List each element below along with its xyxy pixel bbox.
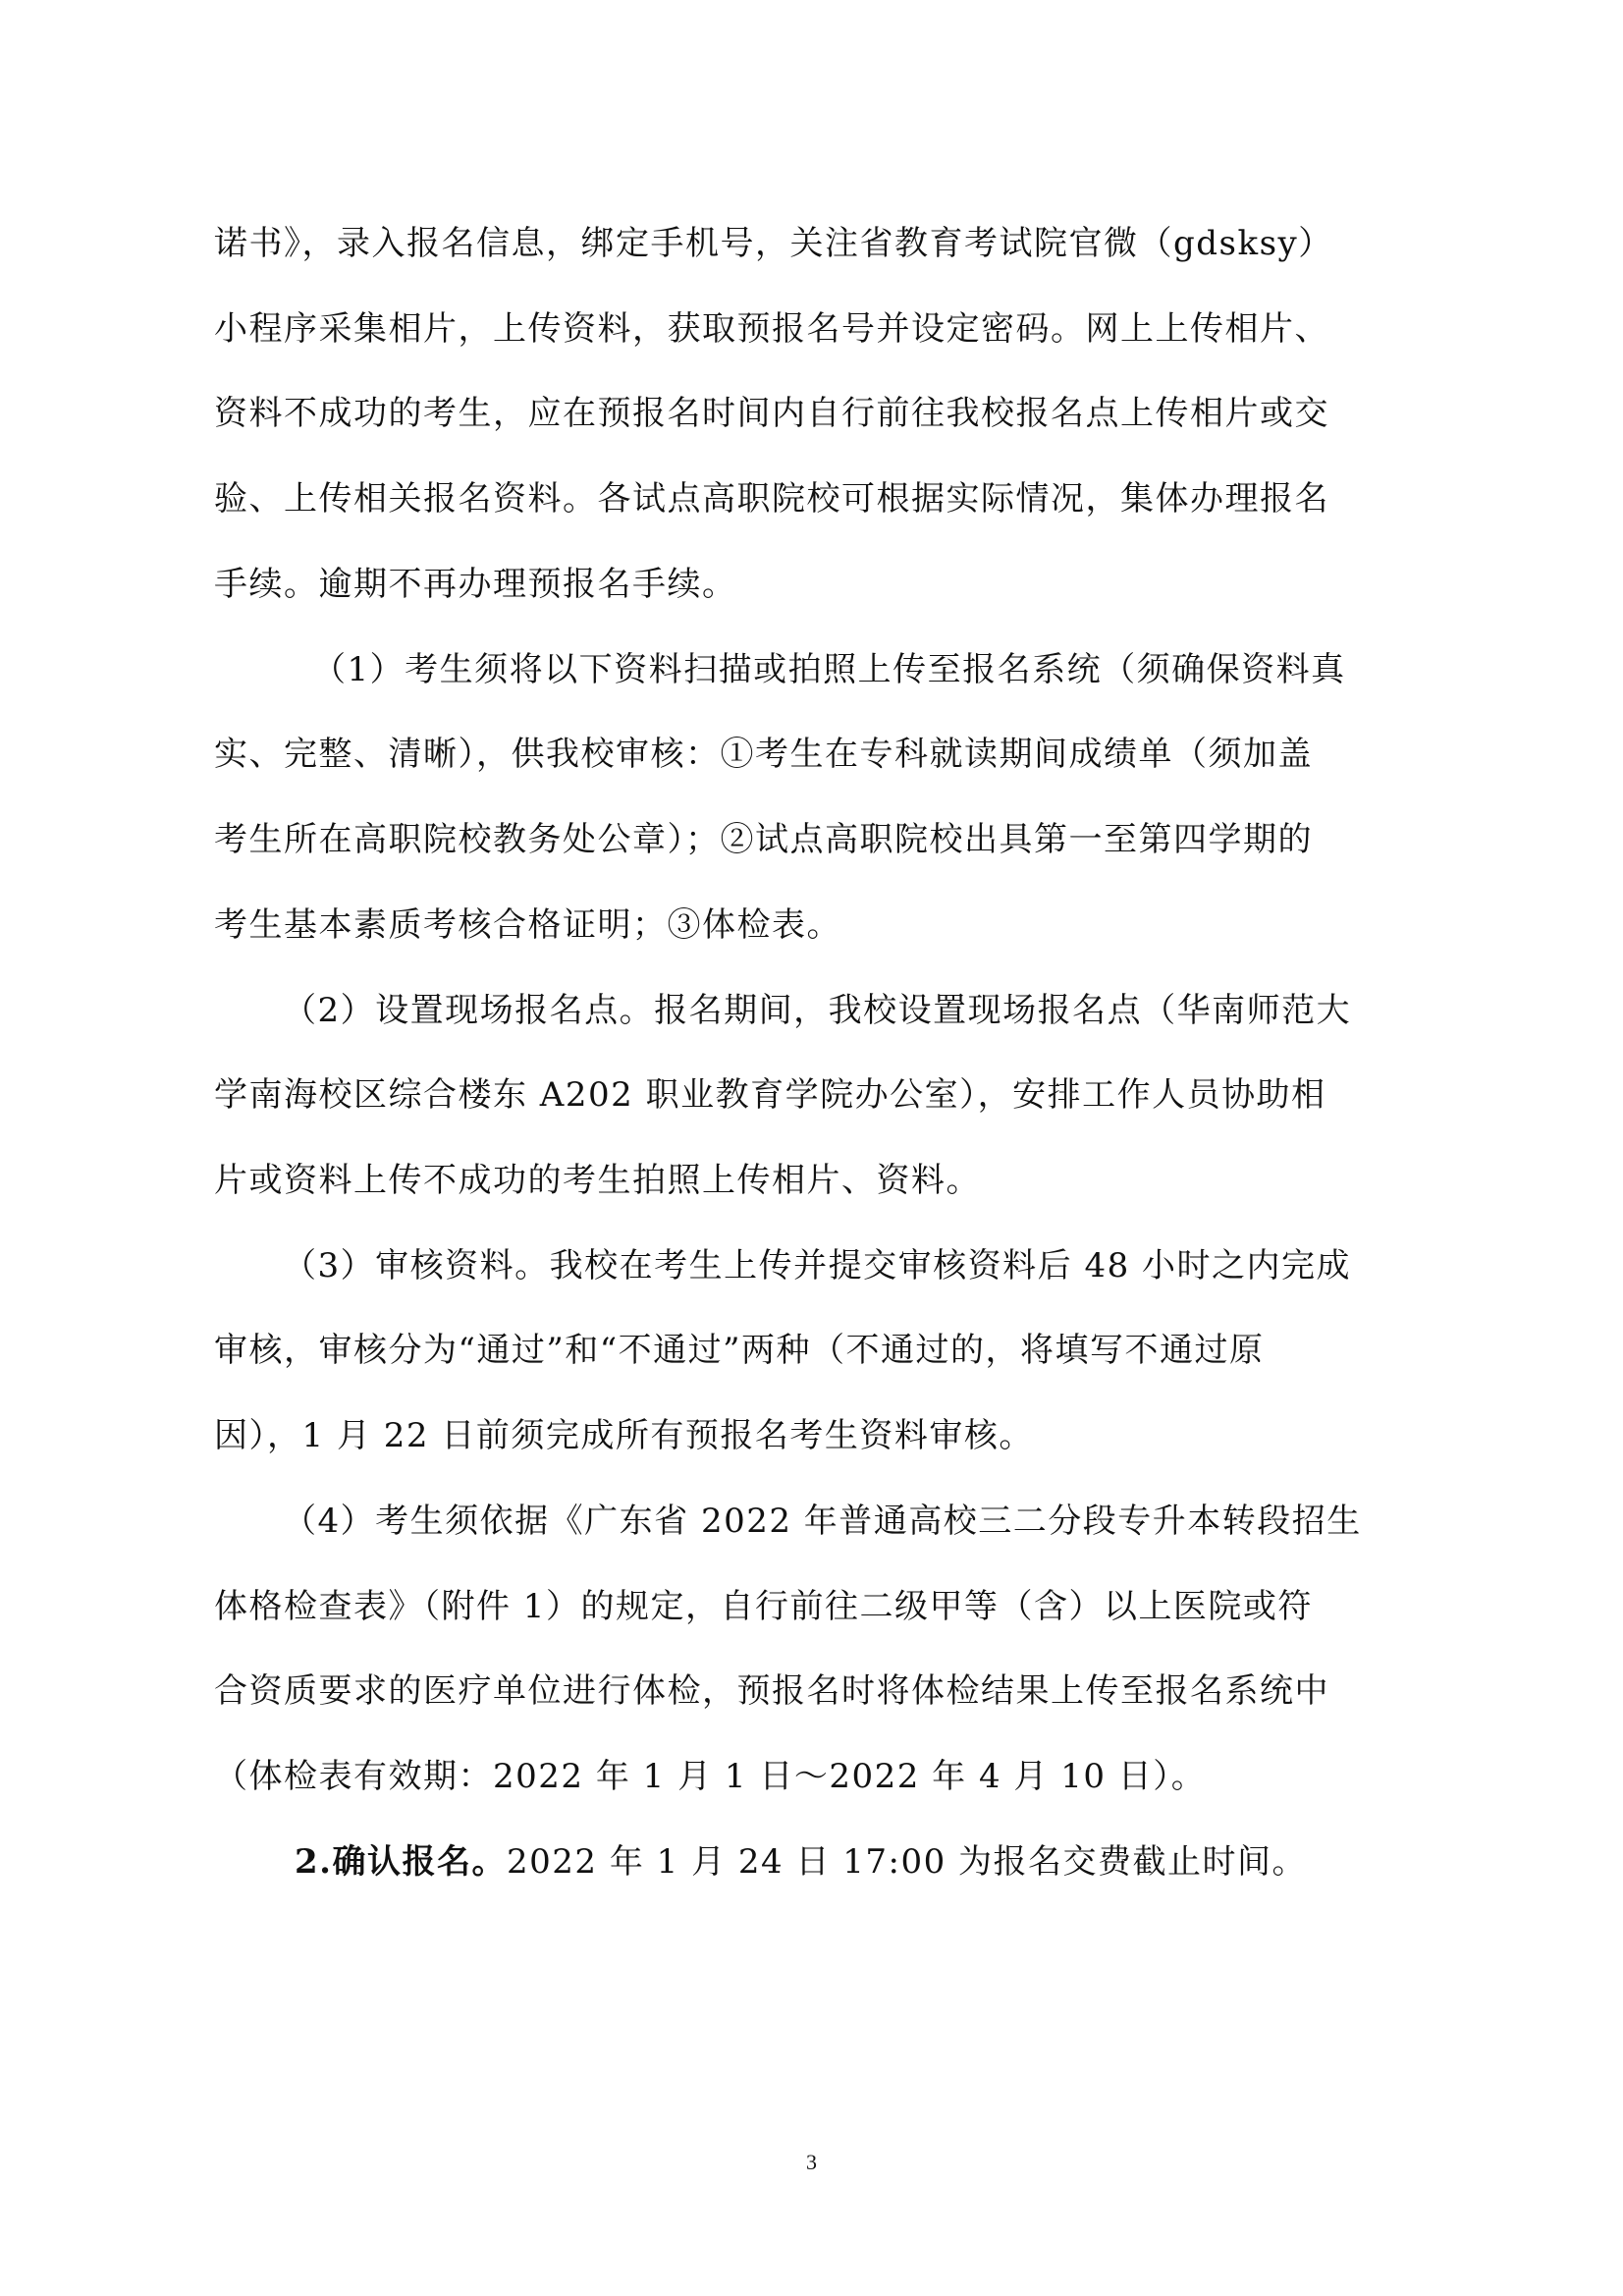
text-line: 手续。逾期不再办理预报名手续。	[214, 565, 737, 604]
text-line: （体检表有效期：2022 年 1 月 1 日～2022 年 4 月 10 日）。	[214, 1757, 1207, 1796]
paragraph-3-start: （3）审核资料。我校在考生上传并提交审核资料后 48 小时之内完成	[283, 1246, 1352, 1285]
page-number: 3	[806, 2150, 817, 2174]
paragraph-2-start: （2）设置现场报名点。报名期间，我校设置现场报名点（华南师范大	[283, 991, 1352, 1030]
text-line: 审核，审核分为“通过”和“不通过”两种（不通过的，将填写不通过原	[214, 1331, 1265, 1370]
text-line: 考生基本素质考核合格证明；③体检表。	[214, 905, 841, 945]
confirm-heading: 2.确认报名。	[295, 1842, 507, 1882]
text-line: 小程序采集相片，上传资料，获取预报名号并设定密码。网上上传相片、	[214, 309, 1329, 349]
confirm-text: 2022 年 1 月 24 日 17:00 为报名交费截止时间。	[507, 1842, 1308, 1882]
text-line: 验、上传相关报名资料。各试点高职院校可根据实际情况，集体办理报名	[214, 479, 1329, 519]
text-line: 合资质要求的医疗单位进行体检，预报名时将体检结果上传至报名系统中	[214, 1671, 1329, 1711]
text-line: 片或资料上传不成功的考生拍照上传相片、资料。	[214, 1161, 981, 1200]
text-line: 学南海校区综合楼东 A202 职业教育学院办公室），安排工作人员协助相	[214, 1075, 1326, 1115]
text-line: 实、完整、清晰），供我校审核：①考生在专科就读期间成绩单（须加盖	[214, 735, 1313, 774]
confirm-registration-line	[295, 1840, 1307, 1884]
paragraph-4-start: （4）考生须依据《广东省 2022 年普通高校三二分段专升本转段招生	[283, 1502, 1362, 1541]
text-line: 因），1 月 22 日前须完成所有预报名考生资料审核。	[214, 1416, 1034, 1455]
text-line: 体格检查表》（附件 1）的规定，自行前往二级甲等（含）以上医院或符	[214, 1587, 1313, 1626]
text-line: 诺书》，录入报名信息，绑定手机号，关注省教育考试院官微（gdsksy）	[214, 224, 1333, 263]
text-line: 考生所在高职院校教务处公章）；②试点高职院校出具第一至第四学期的	[214, 820, 1313, 859]
text-line: 资料不成功的考生，应在预报名时间内自行前往我校报名点上传相片或交	[214, 394, 1329, 433]
paragraph-1-start: （1）考生须将以下资料扫描或拍照上传至报名系统（须确保资料真	[312, 650, 1346, 689]
